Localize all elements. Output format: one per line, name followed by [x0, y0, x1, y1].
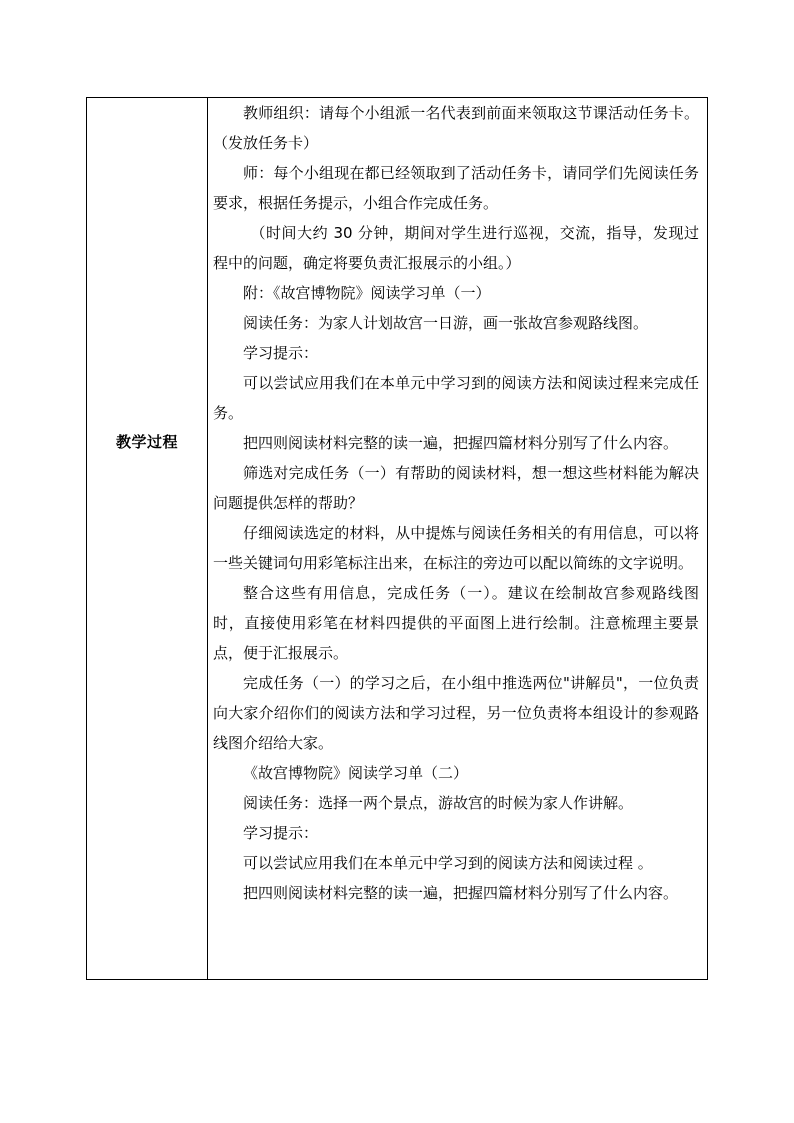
paragraph: 《故宫博物院》阅读学习单（二） — [243, 764, 469, 782]
paragraph: 可以尝试应用我们在本单元中学习到的阅读方法和阅读过程 。 — [243, 854, 653, 872]
content-cell — [208, 98, 707, 979]
paragraph: 学习提示： — [243, 344, 319, 362]
paragraph: 完成任务（一）的学习之后，在小组中推选两位"讲解员"，一位负责向大家介绍你们的阅读方法和学习过程，另一位负责将本组设计的参观路线图介绍给大家。 — [213, 674, 699, 752]
paragraph: 教师组织：请每个小组派一名代表到前面来领取这节课活动任务卡。（发放任务卡） — [213, 104, 699, 152]
paragraph: 师：每个小组现在都已经领取到了活动任务卡，请同学们先阅读任务要求，根据任务提示，小组合作完成任务。 — [213, 164, 699, 212]
paragraph: 阅读任务：选择一两个景点，游故宫的时候为家人作讲解。 — [243, 794, 634, 812]
paragraph: 把四则阅读材料完整的读一遍，把握四篇材料分别写了什么内容。 — [243, 884, 679, 902]
paragraph: 整合这些有用信息，完成任务（一）。建议在绘制故宫参观路线图时，直接使用彩笔在材料四提供的平面图上进行绘制。注意梳理主要景点，便于汇报展示。 — [213, 584, 699, 662]
paragraph: 学习提示： — [243, 824, 319, 842]
paragraph: （时间大约 30 分钟，期间对学生进行巡视，交流，指导，发现过程中的问题，确定将要负责汇报展示的小组。） — [213, 224, 699, 272]
paragraph: 把四则阅读材料完整的读一遍，把握四篇材料分别写了什么内容。 — [243, 434, 679, 452]
row-label: 教学过程 — [115, 433, 178, 451]
lesson-table — [86, 97, 708, 980]
row-label-cell — [87, 98, 208, 979]
paragraph: 可以尝试应用我们在本单元中学习到的阅读方法和阅读过程来完成任务。 — [213, 374, 699, 422]
paragraph: 仔细阅读选定的材料，从中提炼与阅读任务相关的有用信息，可以将一些关键词句用彩笔标注出来，在标注的旁边可以配以简练的文字说明。 — [213, 524, 699, 572]
paragraph: 阅读任务：为家人计划故宫一日游，画一张故宫参观路线图。 — [243, 314, 649, 332]
paragraph: 筛选对完成任务（一）有帮助的阅读材料，想一想这些材料能为解决问题提供怎样的帮助？ — [213, 464, 699, 512]
paragraph: 附：《故宫博物院》阅读学习单（一） — [243, 284, 491, 302]
